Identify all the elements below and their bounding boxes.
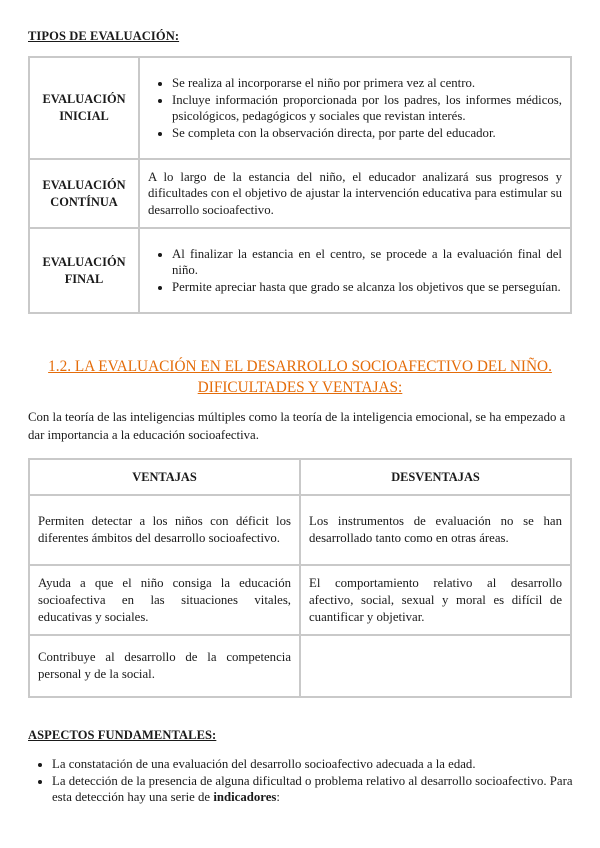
section-title-line-2: DIFICULTADES Y VENTAJAS: — [197, 379, 403, 396]
bullet-text: La detección de la presencia de alguna dificultad o problema relativo al desarrollo socioafectivo. Para esta detección hay una serie de — [52, 773, 573, 804]
list-item: • La constatación de una evaluación del desarrollo socioafectivo adecuada a la edad. — [52, 756, 592, 773]
ventajas-desventajas-table — [28, 458, 572, 698]
row-content — [139, 228, 571, 313]
table-row — [29, 57, 571, 159]
list-item — [52, 773, 592, 806]
row-content: A lo largo de la estancia del niño, el educador analizará sus progresos y dificultades con el objetivo de ajustar la intervención educativa para estimular su desarrollo socioafectivo. — [139, 159, 571, 228]
intro-paragraph: Con la teoría de las inteligencias múltiples como la teoría de la inteligencia emocional, se ha empezado a dar importancia a la educación socioafectiva. — [28, 410, 566, 442]
desventaja-cell: El comportamiento relativo al desarrollo afectivo, social, sexual y moral es difícil de cuantificar y objetivar. — [300, 565, 571, 635]
list-item: • Al finalizar la estancia en el centro, se procede a la evaluación final del niño. — [172, 246, 562, 279]
table-row — [29, 159, 571, 228]
table-row — [29, 228, 571, 313]
list-item: • Permite apreciar hasta que grado se alcanza los objetivos que se perseguían. — [172, 279, 562, 296]
table-row — [29, 635, 571, 697]
row-label: EVALUACIÓN CONTÍNUA — [29, 159, 139, 228]
aspectos-list — [28, 756, 592, 806]
desventaja-cell — [300, 635, 571, 697]
table-row — [29, 565, 571, 635]
desventaja-cell: Los instrumentos de evaluación no se han desarrollado tanto como en otras áreas. — [300, 495, 571, 565]
ventaja-cell: Permiten detectar a los niños con déficit los diferentes ámbitos del desarrollo socioafectivo. — [29, 495, 300, 565]
section-title-line-1: 1.2. LA EVALUACIÓN EN EL DESARROLLO SOCIOAFECTIVO DEL NIÑO. — [48, 358, 552, 375]
row-label: EVALUACIÓN INICIAL — [29, 57, 139, 159]
row-label: EVALUACIÓN FINAL — [29, 228, 139, 313]
ventaja-cell: Ayuda a que el niño consiga la educación socioafectiva en las situaciones vitales, educativas y sociales. — [29, 565, 300, 635]
list-item: • Se realiza al incorporarse el niño por primera vez al centro. — [172, 75, 562, 92]
row-content — [139, 57, 571, 159]
tipos-evaluacion-heading: TIPOS DE EVALUACIÓN: — [28, 29, 180, 43]
indicadores-bold: indicadores — [213, 790, 277, 804]
list-item: • Incluye información proporcionada por los padres, los informes médicos, psicológicos, pedagógicos y sociales que revistan interés. — [172, 92, 562, 125]
tipos-evaluacion-table — [28, 56, 572, 314]
list-item: • Se completa con la observación directa, por parte del educador. — [172, 125, 562, 142]
table-header-row — [29, 459, 571, 495]
column-header-ventajas: VENTAJAS — [29, 459, 300, 495]
ventaja-cell: Contribuye al desarrollo de la competencia personal y de la social. — [29, 635, 300, 697]
table-row — [29, 495, 571, 565]
bullet-suffix: : — [276, 790, 280, 804]
aspectos-fundamentales-heading: ASPECTOS FUNDAMENTALES: — [28, 728, 217, 742]
column-header-desventajas: DESVENTAJAS — [300, 459, 571, 495]
